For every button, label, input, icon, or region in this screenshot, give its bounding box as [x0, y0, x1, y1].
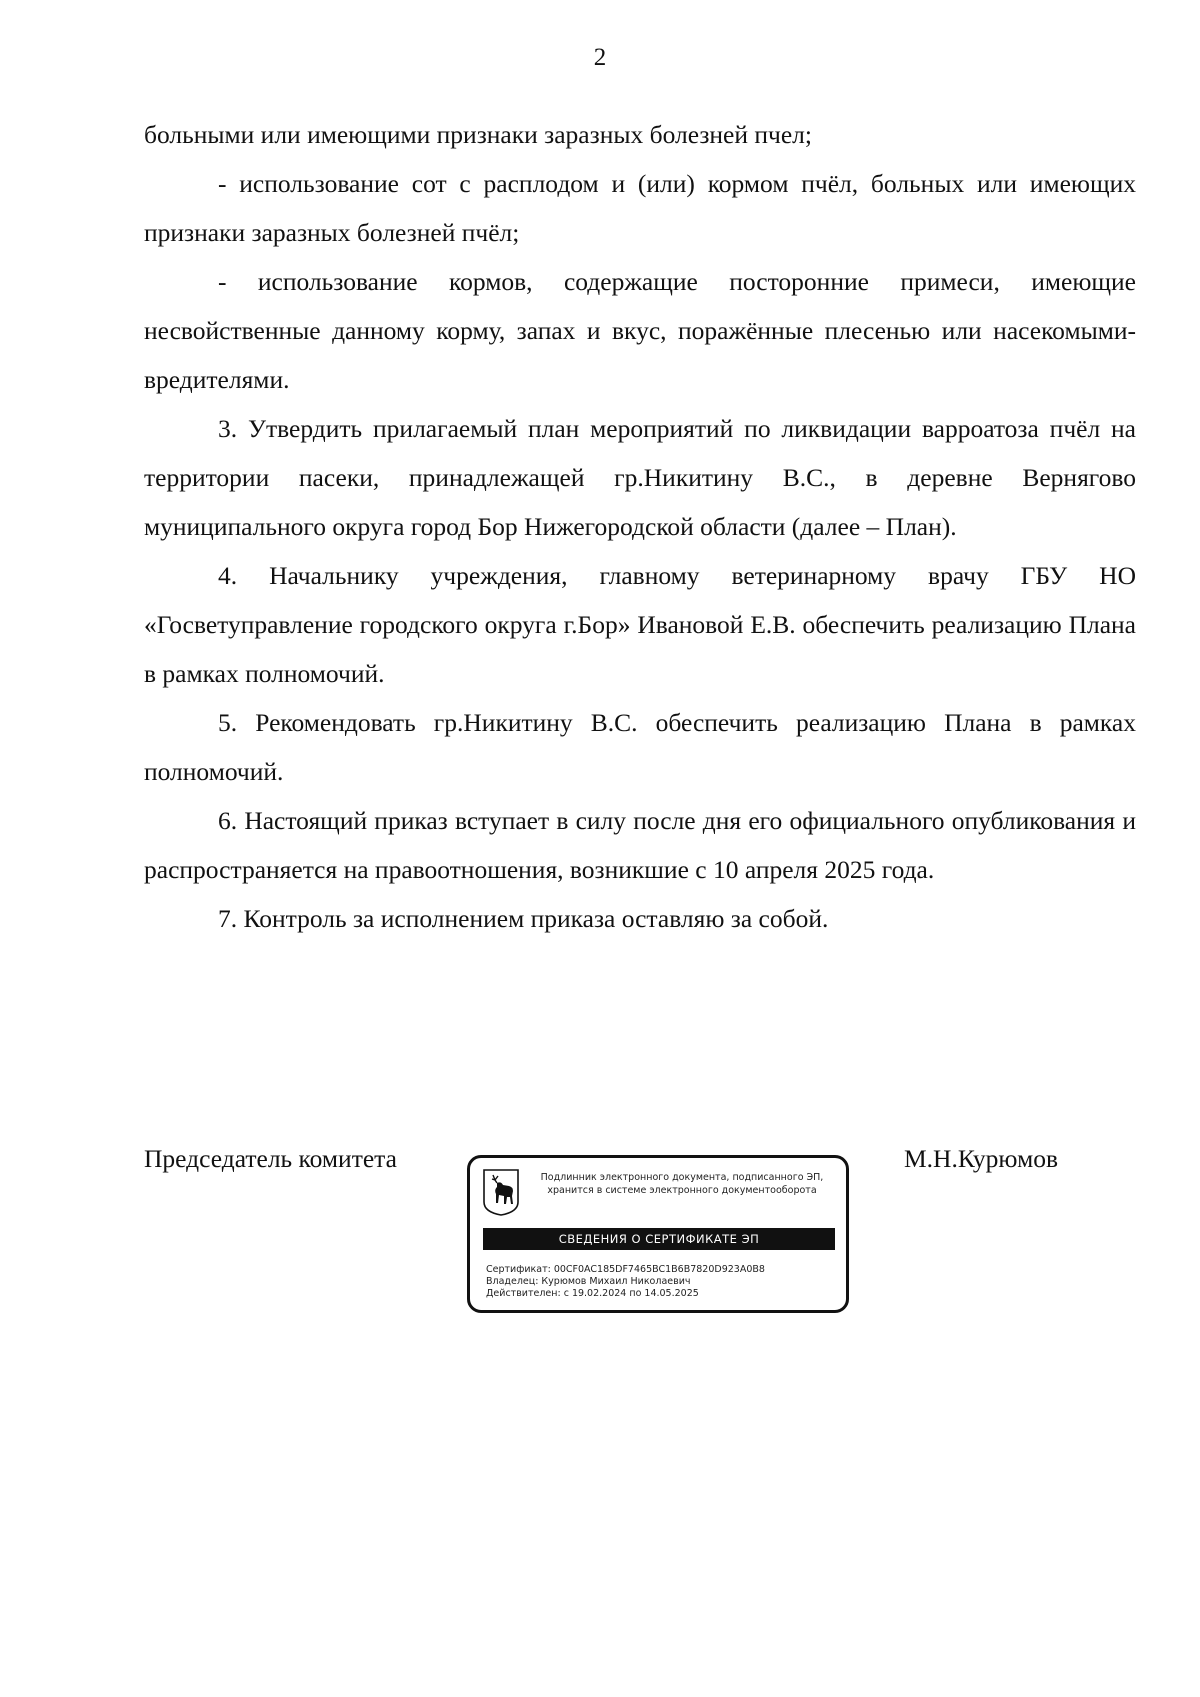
paragraph: - использование сот с расплодом и (или) кормом пчёл, больных или имеющих признаки заразных болезней пчёл;	[144, 169, 1136, 247]
certificate-owner: Владелец: Курюмов Михаил Николаевич	[486, 1276, 691, 1287]
paragraph: 3. Утвердить прилагаемый план мероприятий по ликвидации варроатоза пчёл на территории пасеки, принадлежащей гр.Никитину В.С., в деревне Вернягово муниципального округа город Бор Нижегородской области (далее – План).	[144, 414, 1136, 541]
signer-name: М.Н.Курюмов	[904, 1144, 1059, 1173]
certificate-validity: Действителен: с 19.02.2024 по 14.05.2025	[486, 1288, 699, 1299]
paragraph: больными или имеющими признаки заразных болезней пчел;	[144, 120, 812, 149]
paragraph: 5. Рекомендовать гр.Никитину В.С. обеспечить реализацию Плана в рамках полномочий.	[144, 708, 1136, 786]
stamp-header	[522, 1171, 842, 1197]
page-number: 2	[593, 44, 607, 71]
deer-coat-of-arms-icon	[482, 1168, 520, 1216]
paragraph: 4. Начальнику учреждения, главному ветеринарному врачу ГБУ НО «Госветуправление городского округа г.Бор» Ивановой Е.В. обеспечить реализацию Плана в рамках полномочий.	[144, 561, 1136, 688]
certificate-number: Сертификат: 00CF0AC185DF7465BC1B6B7820D923A0B8	[486, 1264, 765, 1275]
paragraph: 7. Контроль за исполнением приказа оставляю за собой.	[218, 904, 829, 933]
stamp-header-line: хранится в системе электронного документооборота	[547, 1185, 817, 1196]
electronic-signature-stamp	[467, 1155, 849, 1313]
paragraph: - использование кормов, содержащие посторонние примеси, имеющие несвойственные данному корму, запах и вкус, поражённые плесенью или насекомыми-вредителями.	[144, 267, 1136, 394]
stamp-details	[486, 1264, 836, 1300]
paragraph: 6. Настоящий приказ вступает в силу после дня его официального опубликования и распространяется на правоотношения, возникшие с 10 апреля 2025 года.	[144, 806, 1136, 884]
stamp-title-bar: СВЕДЕНИЯ О СЕРТИФИКАТЕ ЭП	[483, 1228, 835, 1250]
stamp-header-line: Подлинник электронного документа, подписанного ЭП,	[540, 1172, 824, 1183]
signature-block	[0, 1140, 1200, 1340]
document-body	[144, 110, 1136, 943]
signer-position: Председатель комитета	[144, 1144, 397, 1173]
